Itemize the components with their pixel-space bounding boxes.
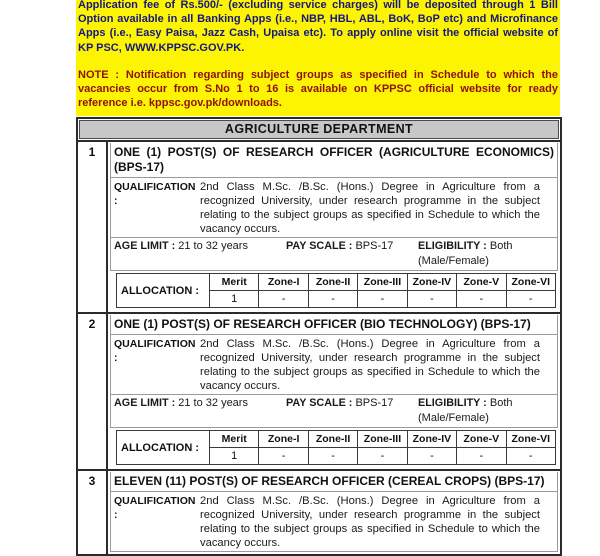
department-header: AGRICULTURE DEPARTMENT: [79, 120, 559, 139]
post-serial: 3: [78, 471, 108, 554]
qualification-text: 2nd Class M.Sc. /B.Sc. (Hons.) Degree in Agriculture from a recognized University, under research programme in the subject relating to the subject groups as specified in Schedule to which the vacancy occurs.: [200, 181, 540, 235]
allocation-value: -: [308, 291, 357, 308]
meta-row: [110, 238, 558, 271]
allocation-column-header: Zone-III: [358, 274, 407, 291]
qualification-text: 2nd Class M.Sc. /B.Sc. (Hons.) Degree in Agriculture from a recognized University, under research programme in the subject relating to the subject groups as specified in Schedule to which the vacancy occurs.: [200, 495, 540, 549]
eligibility: [418, 396, 554, 426]
allocation-label: ALLOCATION :: [117, 431, 210, 465]
note-paragraph: NOTE : Notification regarding subject groups as specified in Schedule to which the vacancies occur from S.No 1 to 16 is available on KPPSC official website for ready reference i.e. kppsc.gov.pk/downloads.: [78, 68, 558, 110]
allocation-column-header: Zone-I: [259, 274, 308, 291]
qualification-label: QUALIFICATION :: [114, 495, 196, 521]
pay-scale-label: PAY SCALE :: [286, 397, 353, 409]
post-content: [108, 142, 560, 312]
allocation-label: ALLOCATION :: [117, 274, 210, 308]
allocation-column-header: Merit: [210, 274, 259, 291]
allocation-value: -: [308, 448, 357, 465]
post-title: ONE (1) POST(S) OF RESEARCH OFFICER (BIO TECHNOLOGY) (BPS-17): [110, 315, 558, 335]
post-title: ONE (1) POST(S) OF RESEARCH OFFICER (AGRICULTURE ECONOMICS) (BPS-17): [110, 143, 558, 178]
allocation-value: 1: [210, 291, 259, 308]
post-serial: 1: [78, 142, 108, 312]
pay-scale: [286, 396, 418, 426]
allocation-value: -: [457, 448, 506, 465]
qualification-text: 2nd Class M.Sc. /B.Sc. (Hons.) Degree in Agriculture from a recognized University, under research programme in the subject relating to the subject groups as specified in Schedule to which the vacancy occurs.: [200, 338, 540, 392]
age-limit-label: AGE LIMIT :: [114, 397, 176, 409]
allocation-value: -: [457, 291, 506, 308]
allocation-column-header: Zone-V: [457, 274, 506, 291]
allocation-value: -: [407, 448, 456, 465]
allocation-column-header: Zone-II: [308, 274, 357, 291]
qualification-label: QUALIFICATION :: [114, 181, 196, 207]
highlighted-notice: [76, 0, 560, 116]
allocation-value: -: [358, 291, 407, 308]
allocation-value: 1: [210, 448, 259, 465]
allocation-value: -: [407, 291, 456, 308]
post-serial: 2: [78, 314, 108, 469]
pay-scale: [286, 239, 418, 269]
allocation-value: -: [358, 448, 407, 465]
age-limit: [114, 239, 286, 269]
post-title: ELEVEN (11) POST(S) OF RESEARCH OFFICER (CEREAL CROPS) (BPS-17): [110, 472, 558, 492]
qualification-block: [110, 178, 558, 238]
allocation-column-header: Zone-II: [308, 431, 357, 448]
allocation-column-header: Zone-IV: [407, 274, 456, 291]
allocation-value: -: [259, 448, 308, 465]
allocation-table: [116, 430, 556, 465]
allocation-value: -: [506, 448, 555, 465]
qualification-block: [110, 492, 558, 552]
allocation-table: [116, 273, 556, 308]
eligibility-value: Both (Male/Female): [418, 397, 513, 424]
allocation-column-header: Zone-V: [457, 431, 506, 448]
eligibility-label: ELIGIBILITY :: [418, 397, 487, 409]
meta-row: [110, 395, 558, 428]
allocation-column-header: Zone-VI: [506, 431, 555, 448]
age-limit: [114, 396, 286, 426]
allocation-value: -: [259, 291, 308, 308]
post-row: [78, 312, 560, 469]
pay-scale-value: BPS-17: [355, 240, 394, 252]
age-limit-value: 21 to 32 years: [178, 397, 248, 409]
eligibility-value: Both (Male/Female): [418, 240, 513, 267]
post-row: [78, 140, 560, 312]
qualification-label: QUALIFICATION :: [114, 338, 196, 364]
allocation-column-header: Zone-III: [358, 431, 407, 448]
post-content: [108, 471, 560, 554]
allocation-column-header: Merit: [210, 431, 259, 448]
eligibility-label: ELIGIBILITY :: [418, 240, 487, 252]
qualification-block: [110, 335, 558, 395]
allocation-value: -: [506, 291, 555, 308]
age-limit-label: AGE LIMIT :: [114, 240, 176, 252]
post-row: [78, 469, 560, 554]
allocation-column-header: Zone-VI: [506, 274, 555, 291]
fee-paragraph: Application fee of Rs.500/- (excluding service charges) will be deposited through 1 Bill Option available in all Banking Apps (i.e., NBP, HBL, ABL, BoK, BoP etc) and Microfinance Apps (i.e., Easy Paisa, Jazz Cash, Upaisa etc). To apply online visit the official website of KP PSC, WWW.KPPSC.GOV.PK.: [78, 0, 558, 54]
department-table: [76, 117, 562, 556]
age-limit-value: 21 to 32 years: [178, 240, 248, 252]
pay-scale-label: PAY SCALE :: [286, 240, 353, 252]
allocation-column-header: Zone-IV: [407, 431, 456, 448]
post-content: [108, 314, 560, 469]
allocation-column-header: Zone-I: [259, 431, 308, 448]
eligibility: [418, 239, 554, 269]
pay-scale-value: BPS-17: [355, 397, 394, 409]
